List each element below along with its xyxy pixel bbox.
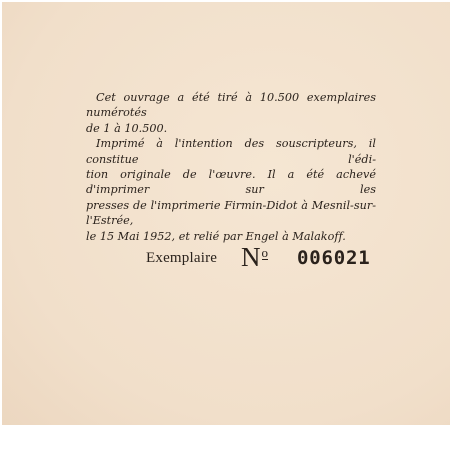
copy-label: Exemplaire	[146, 250, 218, 266]
numero-sign-letter: N	[241, 242, 261, 272]
paper-sheet	[2, 2, 450, 425]
colophon-paragraph-printing-details	[86, 136, 376, 244]
colophon-line: de 1 à 10.500.	[86, 121, 168, 135]
copy-serial-number: 006021	[297, 247, 371, 269]
colophon-line: tion originale de l'œuvre. Il a été achevé d'imprimer sur les	[86, 168, 376, 197]
colophon-line: le 15 Mai 1952, et relié par Engel à Malakoff.	[86, 229, 346, 243]
copy-number-line	[146, 240, 396, 276]
colophon-line: presses de l'imprimerie Firmin-Didot à Mesnil-sur-l'Estrée,	[86, 198, 376, 228]
colophon-line: Imprimé à l'intention des souscripteurs, il constitue l'édi-	[86, 137, 376, 166]
colophon-text	[86, 90, 376, 244]
colophon-line: Cet ouvrage a été tiré à 10.500 exemplaires numérotés	[86, 91, 376, 120]
colophon-paragraph-print-run	[86, 90, 376, 136]
numero-sign-superscript: o	[261, 245, 268, 260]
numero-sign	[241, 240, 268, 274]
